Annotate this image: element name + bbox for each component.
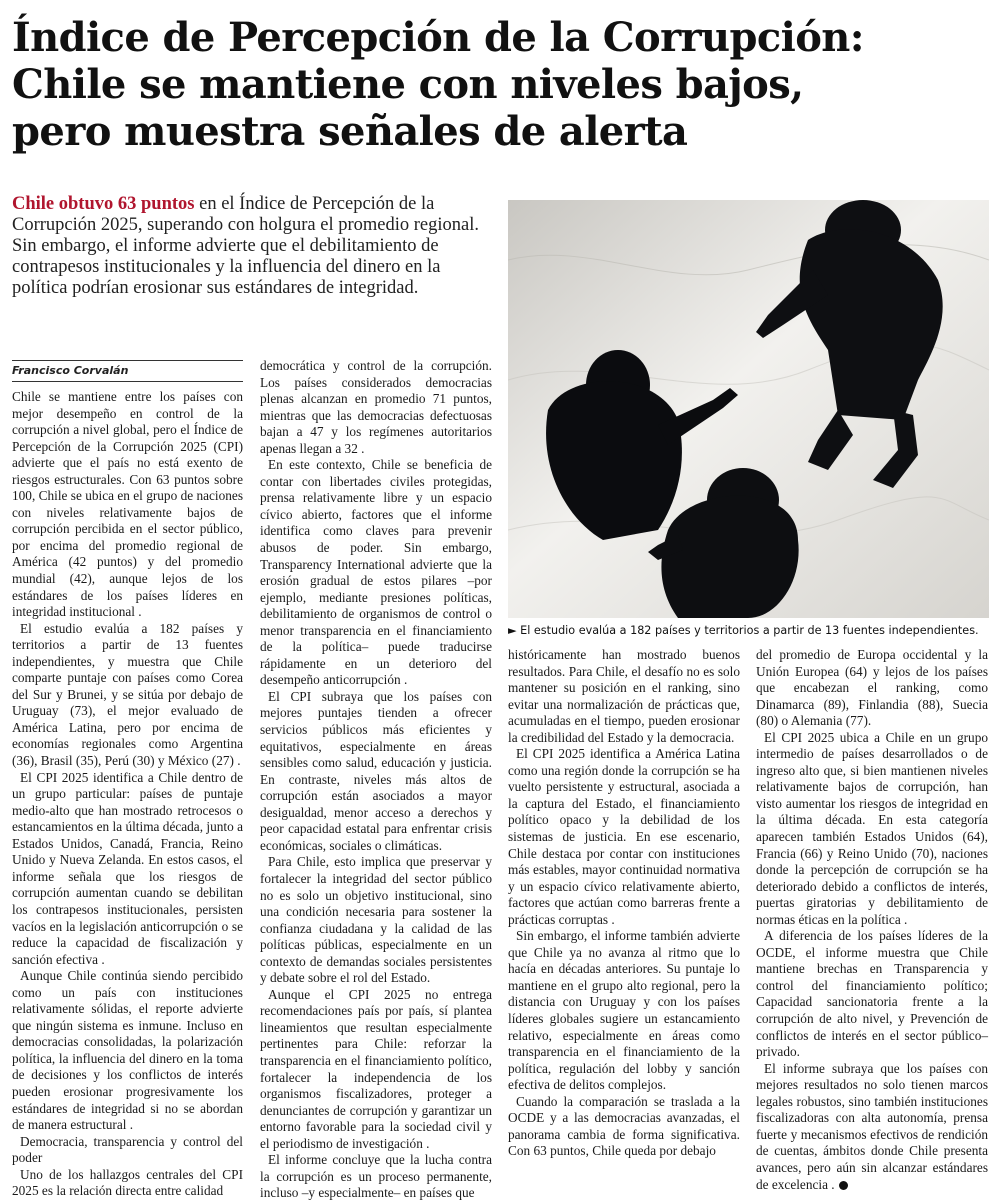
paragraph: Aunque Chile continúa siendo percibido como un país con instituciones relativamente sólidas, el reporte advierte que ningún sistema es inmune. Incluso en democracias consolidadas, la polarización política, la influencia del dinero en la toma de decisiones y los conflictos de interés pueden erosionar progresivamente los estándares de integridad si no se abordan de manera estructural .: [12, 968, 243, 1133]
headline-line-2: Chile se mantiene con niveles bajos,: [12, 61, 804, 108]
lead-highlight: Chile obtuvo 63 puntos: [12, 194, 195, 214]
article-photo: [508, 200, 989, 618]
paragraph-text: El informe subraya que los países con mejores resultados no solo tienen marcos legales robustos, sino también instituciones fiscalizadoras con alta autonomía, prensa fuerte y mecanismos efectivos de rendición de cuentas, ámbitos donde Chile presenta avances, pero aún sin alcanzar estándares de excelencia .: [756, 1060, 988, 1192]
paragraph: El CPI 2025 identifica a América Latina como una región donde la corrupción se ha vuelto persistente y estructural, asociada a la captura del Estado, el financiamiento político opaco y la debilidad de los sistemas de justicia. En ese escenario, Chile destaca por contar con instituciones más estables, mayor continuidad normativa y un espacio cívico relativamente abierto, factores que actúan como barreras frente a prácticas corruptas .: [508, 746, 740, 927]
byline-rule-bottom: [12, 381, 243, 382]
headline-line-1: Índice de Percepción de la Corrupción:: [12, 14, 864, 61]
byline: Francisco Corvalán: [12, 364, 129, 377]
lead-paragraph: [12, 194, 500, 299]
paragraph: En este contexto, Chile se beneficia de contar con libertades civiles protegidas, prensa relativamente libre y un espacio cívico abierto, factores que el informe identifica como claves para prevenir abusos de poder. Sin embargo, Transparency International advierte que la erosión gradual de estos pilares –por ejemplo, mediante presiones políticas, debilitamiento de organismos de control o menor transparencia en el financiamiento de la política– puede traducirse rápidamente en un deterioro del desempeño anticorrupción .: [260, 457, 492, 688]
paragraph: históricamente han mostrado buenos resultados. Para Chile, el desafío no es solo mantener su posición en el ranking, sino evitar una normalización de prácticas que, acumuladas en el tiempo, pueden erosionar la credibilidad del Estado y la democracia.: [508, 647, 740, 745]
byline-rule-top: [12, 360, 243, 361]
lead-text: en el Índice de Percepción de la Corrupción 2025, superando con holgura el promedio regional. Sin embargo, el informe advierte que el debilitamiento de contrapesos institucionales y la influencia del dinero en la política podrían erosionar sus estándares de integridad.: [12, 194, 480, 298]
headline: [12, 14, 992, 155]
paragraph: Para Chile, esto implica que preservar y fortalecer la integridad del sector público no es solo un objetivo institucional, sino una condición necesaria para sostener la confianza ciudadana y la calidad de las políticas públicas, especialmente en un contexto de demandas sociales persistentes y debate sobre el rol del Estado.: [260, 854, 492, 986]
paragraph: El CPI 2025 ubica a Chile en un grupo intermedio de países desarrollados o de ingreso alto que, si bien mantienen niveles relativamente bajos de corrupción, han visto aumentar los riesgos de integridad en la última década. En esta categoría aparecen también Estados Unidos (64), Francia (66) y Reino Unido (70), naciones donde la percepción de corrupción se ha deteriorado debido a conflictos de interés, puertas giratorias y debilitamiento de normas éticas en la política .: [756, 729, 988, 927]
paragraph: Aunque el CPI 2025 no entrega recomendaciones país por país, sí plantea lineamientos que resultan especialmente pertinentes para Chile: reforzar la transparencia en el financiamiento político, fortalecer la independencia de los organismos fiscalizadores, proteger a denunciantes de corrupción y garantizar un entorno favorable para la sociedad civil y el periodismo de investigación .: [260, 986, 492, 1151]
paragraph: El estudio evalúa a 182 países y territorios a partir de 13 fuentes independientes, y muestra que Chile comparte puntaje con países como Corea del Sur y Brunei, y se sitúa por debajo de Uruguay (73), el mejor evaluado de América Latina, pero por encima de economías regionales como Argentina (36), Brasil (35), Perú (30) y México (27) .: [12, 620, 243, 769]
body-column-3: [508, 647, 740, 1160]
photo-caption: ► El estudio evalúa a 182 países y territorios a partir de 13 fuentes independientes.: [508, 624, 979, 637]
body-column-1: [12, 389, 243, 1200]
paragraph: [756, 1061, 988, 1193]
paragraph: Cuando la comparación se traslada a la OCDE y a las democracias avanzadas, el panorama cambia de forma significativa. Con 63 puntos, Chile queda por debajo: [508, 1093, 740, 1159]
paragraph: El informe concluye que la lucha contra la corrupción es un proceso permanente, incluso –y especialmente– en países que: [260, 1152, 492, 1201]
paragraph: El CPI subraya que los países con mejores puntajes tienden a ofrecer servicios públicos más eficientes y equitativos, especialmente en áreas sensibles como salud, educación y justicia. En contraste, niveles más altos de corrupción están asociados a mayor desigualdad, menor acceso a derechos y peor capacidad estatal para enfrentar crisis económicas, sociales o climáticas.: [260, 688, 492, 853]
paragraph: Uno de los hallazgos centrales del CPI 2025 es la relación directa entre calidad: [12, 1166, 243, 1199]
handshake-photo-icon: [508, 200, 989, 618]
paragraph: El CPI 2025 identifica a Chile dentro de un grupo particular: países de puntaje medio-alto que han mostrado retrocesos o estancamientos en la última década, junto a Estados Unidos, Canadá, Francia, Reino Unido y Nueva Zelanda. En estos casos, el informe señala que los riesgos de corrupción aumentan cuando se debilitan los contrapesos institucionales, persisten vacíos en la legislación anticorrupción o se reduce la capacidad de fiscalización y sanción efectiva .: [12, 769, 243, 967]
body-column-4: [756, 647, 988, 1193]
paragraph: Sin embargo, el informe también advierte que Chile ya no avanza al ritmo que lo hacía en décadas anteriores. Su puntaje lo mantiene en el grupo alto regional, pero la distancia con Uruguay y con los países líderes globales sugiere un estancamiento relativo, especialmente en áreas como transparencia en el financiamiento de la política, regulación del lobby y sanción efectiva de delitos complejos.: [508, 928, 740, 1093]
body-column-2: [260, 358, 492, 1202]
paragraph: A diferencia de los países líderes de la OCDE, el informe muestra que Chile mantiene brechas en Transparencia y control del financiamiento político; Capacidad sancionatoria frente a la corrupción de alto nivel, y Prevención de conflictos de interés en el sector público–privado.: [756, 928, 988, 1060]
headline-line-3: pero muestra señales de alerta: [12, 108, 688, 155]
paragraph: Chile se mantiene entre los países con mejor desempeño en control de la corrupción a nivel global, pero el Índice de Percepción de la Corrupción 2025 (CPI) advierte que el país no está exento de riesgos estructurales. Con 63 puntos sobre 100, Chile se ubica en el grupo de naciones con niveles relativamente bajos de corrupción percibida en el sector público, por encima del promedio regional de América (42 puntos) y del promedio mundial (42), aunque lejos de los estándares de los países líderes en integridad institucional .: [12, 389, 243, 620]
paragraph: democrática y control de la corrupción. Los países considerados democracias plenas alcanzan en promedio 71 puntos, mientras que las democracias defectuosas bajan a 47 y los regímenes autoritarios apenas llegan a 32 .: [260, 358, 492, 456]
end-mark-icon: [839, 1181, 848, 1190]
subheading: Democracia, transparencia y control del poder: [12, 1133, 243, 1166]
paragraph: del promedio de Europa occidental y la Unión Europea (64) y lejos de los países que encabezan el ranking, como Dinamarca (89), Finlandia (88), Suecia (80) o Alemania (77).: [756, 647, 988, 729]
